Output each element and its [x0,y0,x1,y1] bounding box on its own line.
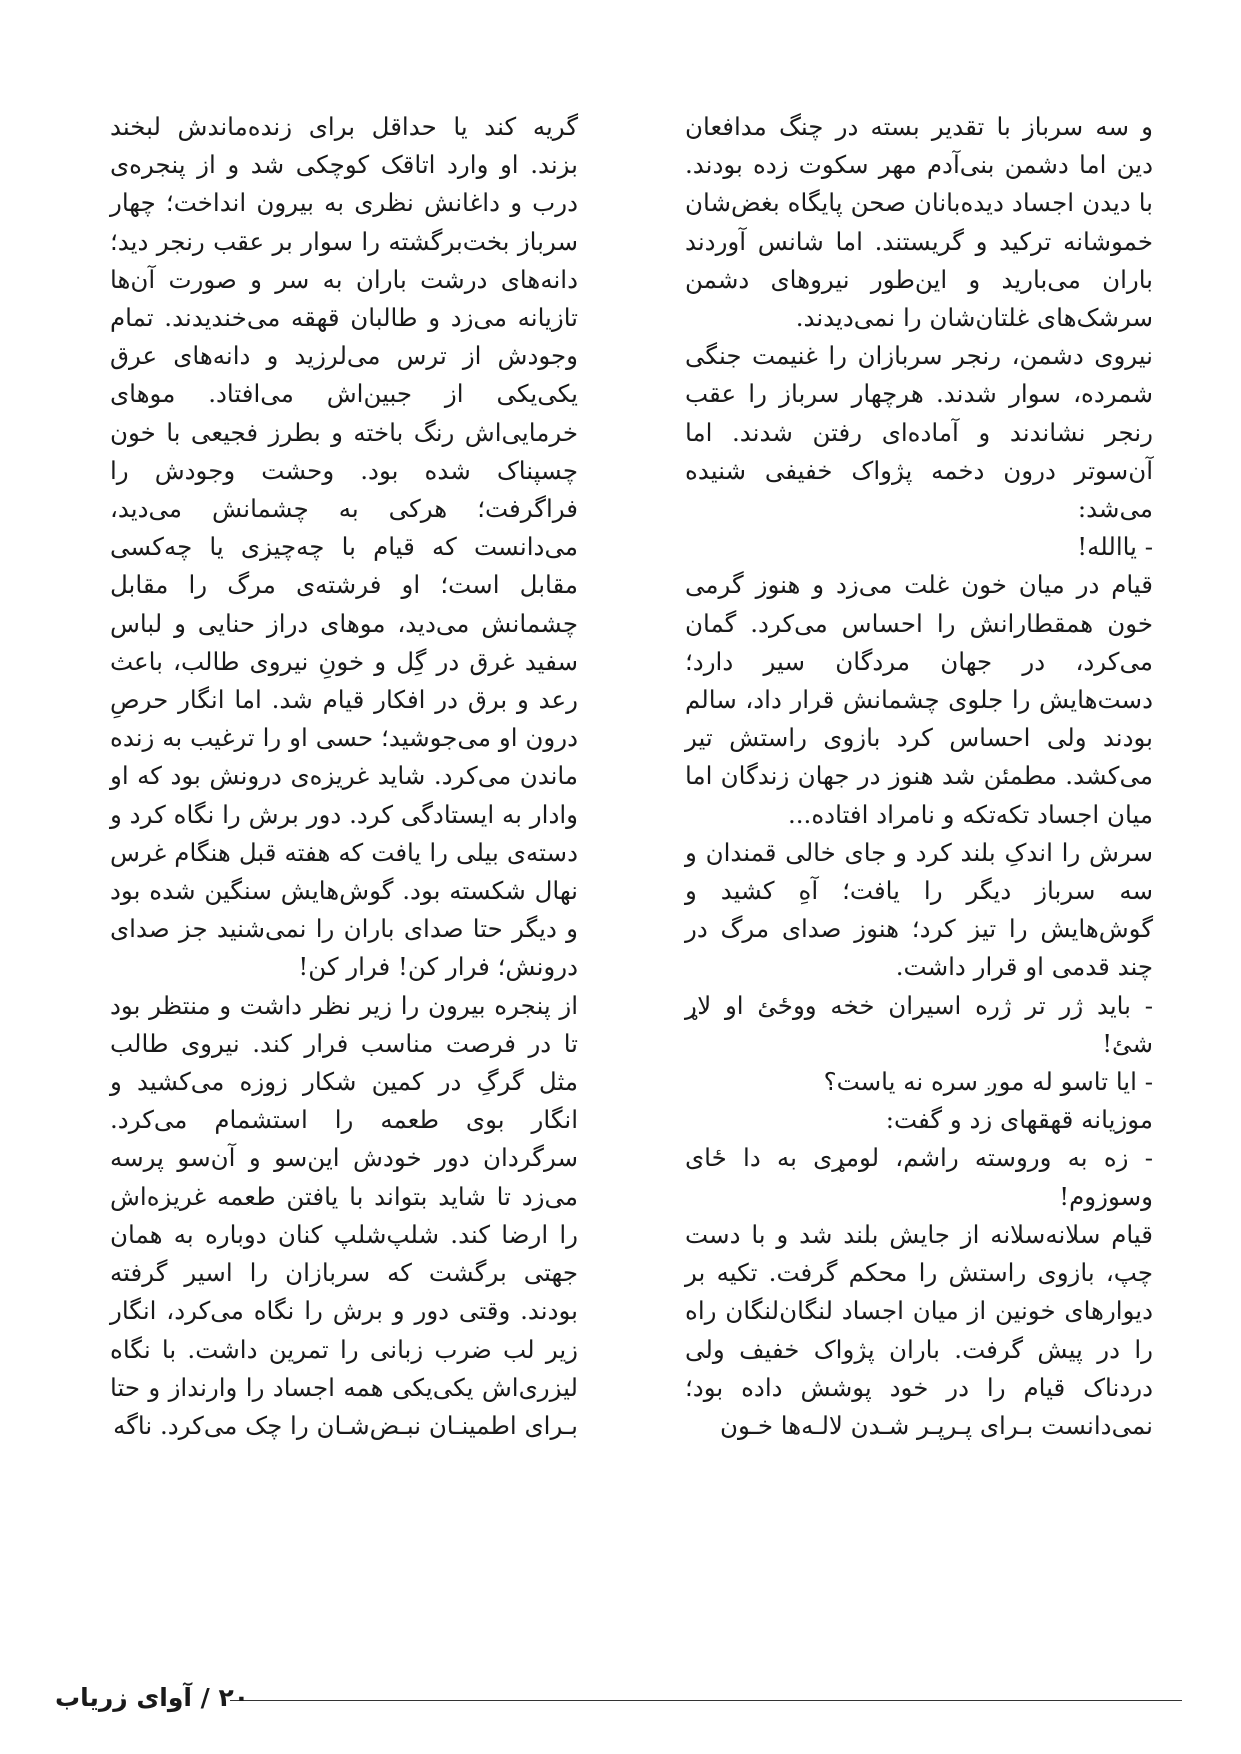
dialogue-line: - ایا تاسو له موږ سره نه یاست؟ [823,1067,1153,1097]
paragraph: نیروی دشمن، رنجر سربازان را غنیمت جنگی شمرده، سوار شدند. هرچهار سرباز را عقب رنجر نشاندند و آماده‌ای رفتن شدند. اما آن‌سوتر درون دخمه پژواک خفیفی شنیده می‌شد: [685,341,1153,524]
paragraph: و سه سرباز با تقدیر بسته در چنگ مدافعان دین اما دشمن بنی‌آدم مهر سکوت زده بودند. با دیدن اجساد دیده‌بانان صحن پایگاه بغض‌شان خموشانه ترکید و گریستند. اما شانس آوردند باران می‌بارید و این‌طور نیروهای دشمن سرشک‌های غلتان‌شان را نمی‌دیدند. [685,112,1153,333]
text-column-left [110,108,578,1445]
paragraph: موزیانه قهقهای زد و گفت: [885,1105,1153,1135]
paragraph: از پنجره بیرون را زیر نظر داشت و منتظر بود تا در فرصت مناسب فرار کند. نیروی طالب مثل گرگِ در کمین شکار زوزه می‌کشید و انگار بوی طعمه را استشمام می‌کرد. سرگردان دور خودش این‌سو و آن‌سو پرسه می‌زد تا شاید بتواند با یافتن طعمه غریزه‌اش را ارضا کند. شلپ‌شلپ کنان دوباره به همان جهتی برگشت که سربازان را اسیر گرفته بودند. وقتی دور و برش را نگاه می‌کرد، انگار زیر لب ضرب زبانی را تمرین داشت. با نگاه لیزری‌اش یکی‌یکی همه اجساد را وارنداز و حتا بـرای اطمینـان نبـض‌شـان را چک می‌کرد. ناگه [110,990,578,1440]
footer-divider [230,1700,1182,1701]
page-folio: ۲۰ / آوای زریاب [55,1683,250,1712]
dialogue-line: - زه به وروسته راشم، لومړی به دا ځای وسوزوم! [685,1143,1153,1211]
text-column-right [685,108,1153,1445]
paragraph: گریه کند یا حداقل برای زنده‌ماندش لبخند بزند. او وارد اتاقک کوچکی شد و از پنجره‌ی درب و داغانش نظری به بیرون انداخت؛ چهار سرباز بخت‌برگشته را سوار بر عقب رنجر دید؛ دانه‌های درشت باران به سر و صورت آن‌ها تازیانه می‌زد و طالبان قهقه می‌خندیدند. تمام وجودش از ترس می‌لرزید و دانه‌های عرق یکی‌یکی از جبین‌اش می‌افتاد. موهای خرمایی‌اش رنگ باخته و بطرز فجیعی با خون چسپناک شده بود. وحشت وجودش را فراگرفت؛ هرکی به چشمانش می‌دید، می‌دانست که قیام با چه‌چیزی یا چه‌کسی مقابل است؛ او فرشته‌ی مرگ را مقابل چشمانش می‌دید، موهای دراز حنایی و لباس سفید غرق در گِل و خونِ نیروی طالب، باعث رعد و برق در افکار قیام شد. اما انگار حرصِ درون او می‌جوشید؛ حسی او را ترغیب به زنده ماندن می‌کرد. شاید غریزه‌ی درونش بود که او وادار به ایستادگی کرد. دور برش را نگاه کرد و دسته‌ی بیلی را یافت که هفته قبل هنگام غرس نهال شکسته بود. گوش‌هایش سنگین شده بود و دیگر حتا صدای باران را نمی‌شنید جز صدای درونش؛ فرار کن! فرار کن! [110,112,578,982]
paragraph: قیام در میان خون غلت می‌زد و هنوز گرمی خون همقطارانش را احساس می‌کرد. گمان می‌کرد، در جهان مردگان سیر دارد؛ دست‌هایش را جلوی چشمانش قرار داد، سالم بودند ولی احساس کرد بازوی راستش تیر می‌کشد. مطمئن شد هنوز در جهان زندگان اما میان اجساد تکه‌تکه و نامراد افتاده... [685,570,1153,829]
paragraph: سرش را اندکِ بلند کرد و جای خالی قمندان و سه سرباز دیگر را یافت؛ آهِ کشید و گوش‌هایش را تیز کرد؛ هنوز صدای مرگ در چند قدمی او قرار داشت. [685,837,1153,982]
paragraph: قیام سلانه‌سلانه از جایش بلند شد و با دست چپ، بازوی راستش را محکم گرفت. تکیه بر دیوارهای خونین از میان اجساد لنگان‌لنگان راه را در پیش گرفت. باران پژواک خفیف ولی دردناک قیام را در خود پوشش داده بود؛ نمی‌دانست بـرای پـرپـر شـدن لالـه‌ها خـون [685,1219,1153,1440]
dialogue-line: - باید ژر تر ژره اسیران خخه ووځئ او لاړ شئ! [685,990,1153,1058]
dialogue-line: - یاالله! [1077,532,1153,562]
